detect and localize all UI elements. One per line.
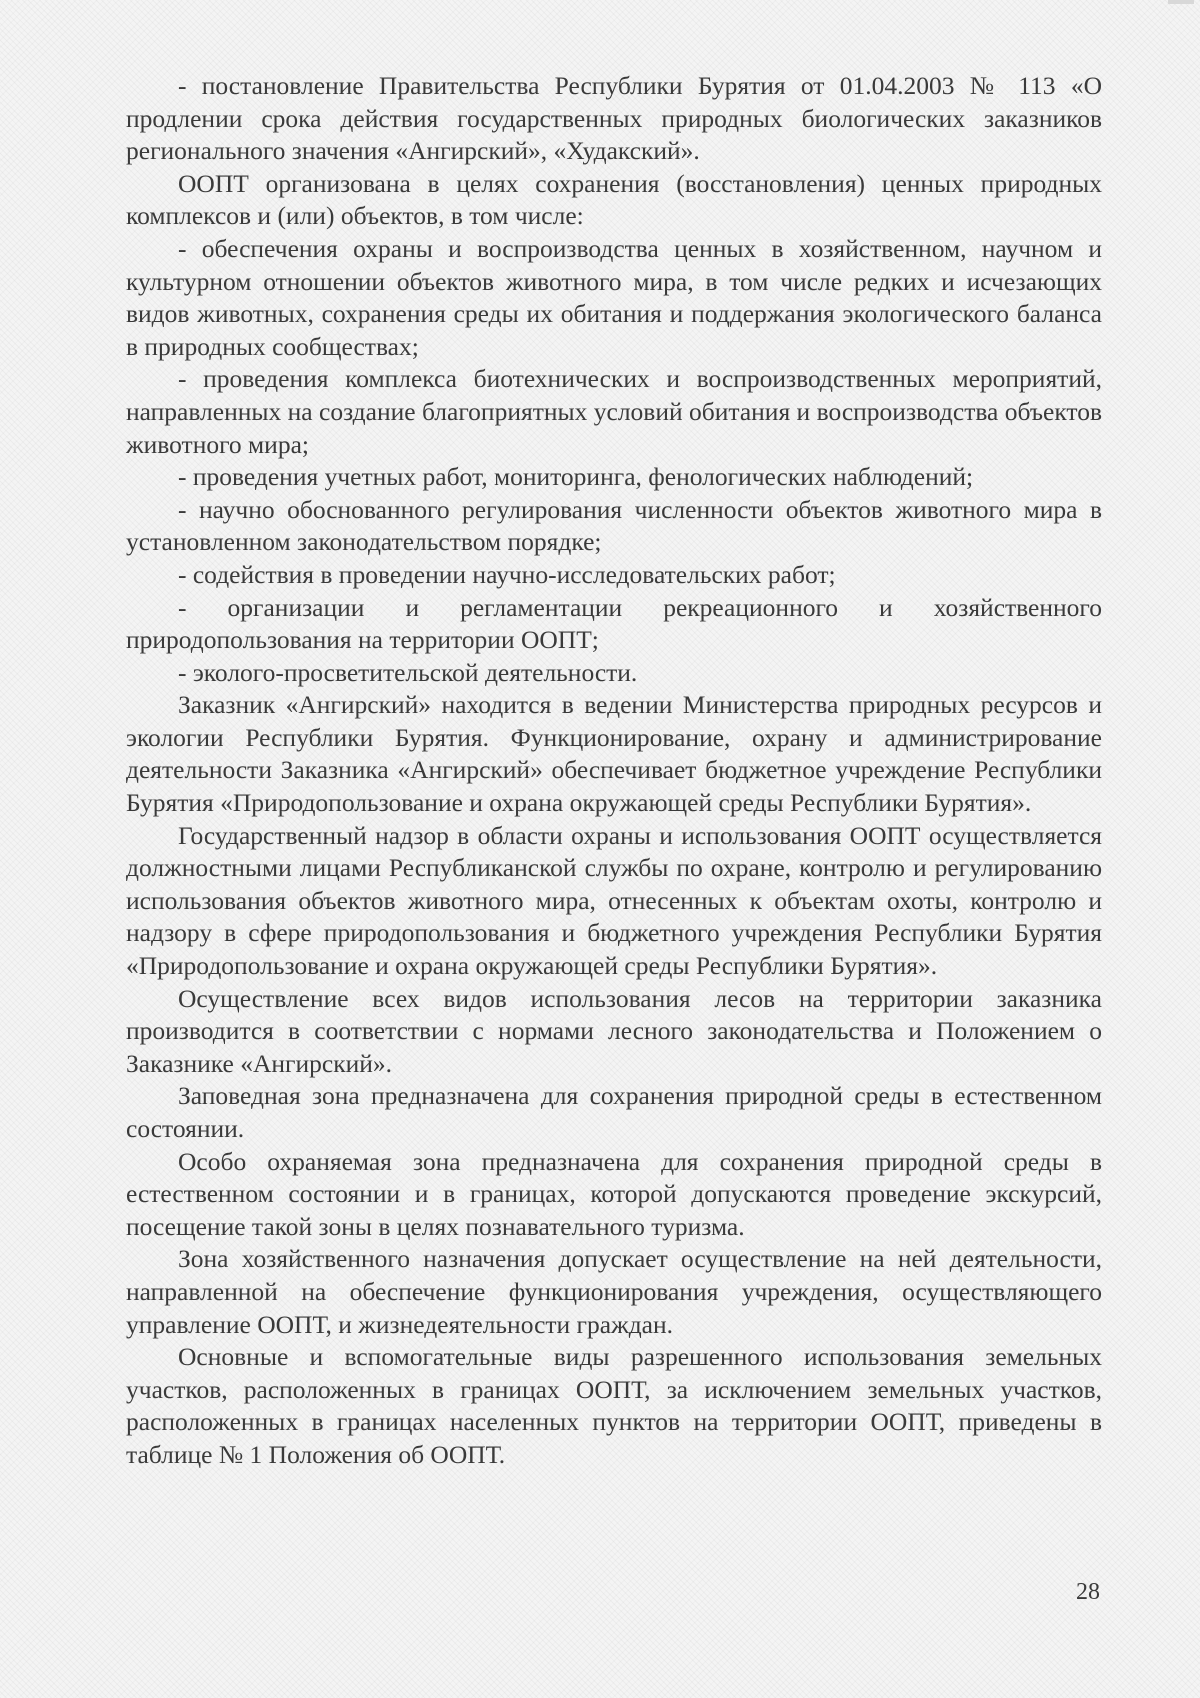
paragraph-state-supervision: Государственный надзор в области охраны и использования ООПТ осуществляется должностными лицами Республиканской службы по охране, контролю и регулированию использования объектов животного мира, отнесенных к объектам охоты, контролю и надзору в сфере природопользования и бюджетного учреждения Республики Бурятия «Природопользование и охрана окружающей среды Республики Бурятия». — [126, 820, 1102, 981]
paragraph-purpose-regulation: - научно обоснованного регулирования численности объектов животного мира в установленном законодательством порядке; — [126, 494, 1102, 557]
paragraph-reserve-zone: Заповедная зона предназначена для сохранения природной среды в естественном состоянии. — [126, 1081, 1102, 1143]
paragraph-purpose-monitoring: - проведения учетных работ, мониторинга, фенологических наблюдений; — [178, 462, 974, 492]
paragraph-land-use: Основные и вспомогательные виды разрешенного использования земельных участков, расположенных в границах ООПТ, за исключением земельных участков, расположенных в границах населенных пунктов на территории ООПТ, приведены в таблице № 1 Положения об ООПТ. — [126, 1342, 1102, 1469]
paragraph-purpose-recreation: - организации и регламентации рекреационного и хозяйственного природопользования на территории ООПТ; — [126, 592, 1102, 655]
paragraph-decree: - постановление Правительства Республики Бурятия от 01.04.2003 № 113 «О продлении срока действия государственных природных биологических заказников регионального значения «Ангирский», «Худакский». — [126, 71, 1102, 166]
document-body — [126, 70, 1102, 1472]
paragraph-purpose-intro: ООПТ организована в целях сохранения (восстановления) ценных природных комплексов и (или) объектов, в том числе: — [126, 168, 1102, 231]
paragraph-purpose-biotechnical: - проведения комплекса биотехнических и воспроизводственных мероприятий, направленных на создание благоприятных условий обитания и воспроизводства объектов животного мира; — [126, 364, 1102, 459]
scan-corner-mark — [1168, 0, 1194, 4]
paragraph-purpose-research: - содействия в проведении научно-исследовательских работ; — [178, 559, 836, 589]
paragraph-forest-use: Осуществление всех видов использования лесов на территории заказника производится в соответствии с нормами лесного законодательства и Положением о Заказнике «Ангирский». — [126, 983, 1102, 1078]
paragraph-economic-zone: Зона хозяйственного назначения допускает осуществление на ней деятельности, направленной на обеспечение функционирования учреждения, осуществляющего управление ООПТ, и жизнедеятельности граждан. — [126, 1244, 1102, 1339]
paragraph-protected-zone: Особо охраняемая зона предназначена для сохранения природной среды в естественном состоянии и в границах, которой допускаются проведение экскурсий, посещение такой зоны в целях познавательного туризма. — [126, 1146, 1102, 1241]
paragraph-administration: Заказник «Ангирский» находится в ведении Министерства природных ресурсов и экологии Республики Бурятия. Функционирование, охрану и администрирование деятельности Заказника «Ангирский» обеспечивает бюджетное учреждение Республики Бурятия «Природопользование и охрана окружающей среды Республики Бурятия». — [126, 690, 1102, 818]
page-number: 28 — [1076, 1579, 1100, 1605]
paragraph-purpose-education: - эколого-просветительской деятельности. — [178, 657, 638, 687]
paragraph-purpose-protection: - обеспечения охраны и воспроизводства ценных в хозяйственном, научном и культурном отношении объектов животного мира, в том числе редких и исчезающих видов животных, сохранения среды их обитания и поддержания экологического баланса в природных сообществах; — [126, 233, 1102, 361]
